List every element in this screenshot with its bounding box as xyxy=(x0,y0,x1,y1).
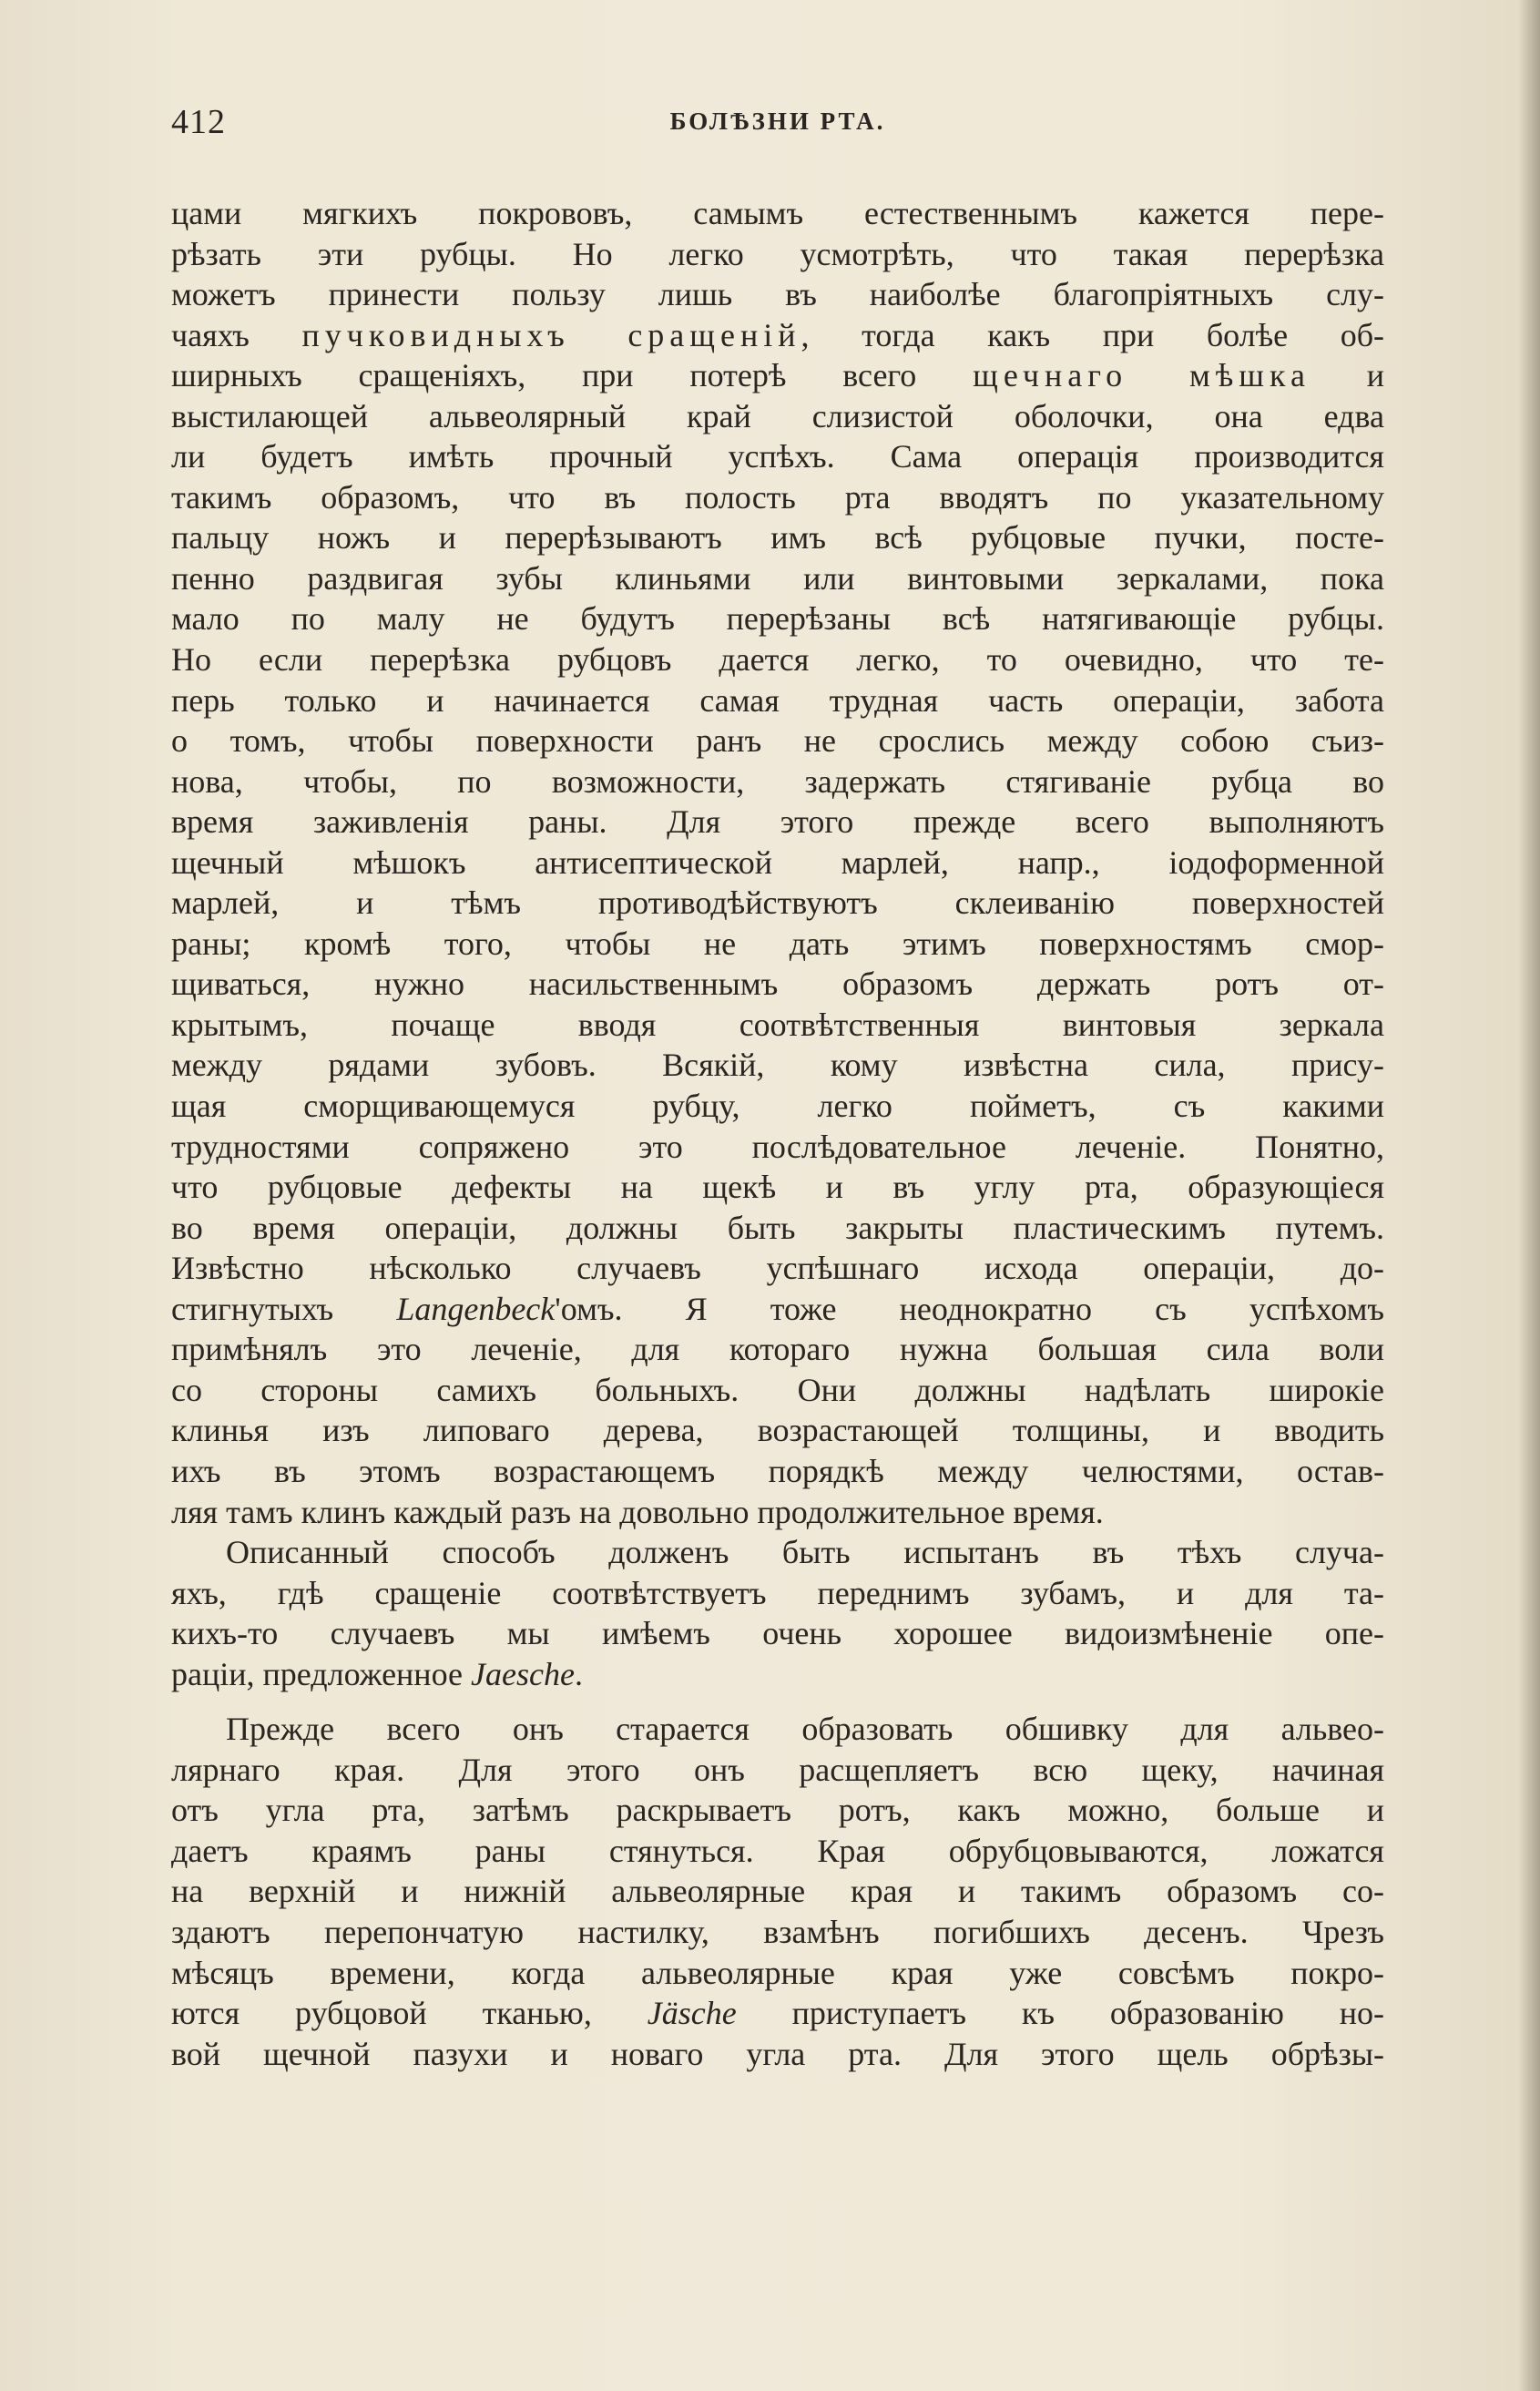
text-line: чаяхъ пучковидныхъ сращеній, тогда какъ при болѣе об- xyxy=(171,316,1385,353)
paragraph xyxy=(171,193,1384,1532)
text-line: пенно раздвигая зубы клиньями или винтовыми зеркалами, пока xyxy=(171,559,1384,597)
emphasized-term: пучковидныхъ сращеній xyxy=(301,316,801,353)
author-name: Jäsche xyxy=(647,1995,737,2032)
text-line: на верхній и нижній альвеолярные края и такимъ образомъ со- xyxy=(171,1873,1384,1910)
text-line: ихъ въ этомъ возрастающемъ порядкѣ между челюстями, остав- xyxy=(171,1452,1384,1489)
text-line: ли будетъ имѣть прочный успѣхъ. Сама операція производится xyxy=(171,438,1384,475)
page-header xyxy=(171,102,1384,141)
text-line: что рубцовые дефекты на щекѣ и въ углу рта, образующіеся xyxy=(171,1169,1384,1206)
text-line: ются рубцовой тканью, Jäsche приступаетъ къ образованію но- xyxy=(171,1995,1385,2032)
text-line: Но если перерѣзка рубцовъ дается легко, то очевидно, что те- xyxy=(171,641,1384,679)
text-line: о томъ, чтобы поверхности ранъ не срослись между собою съиз- xyxy=(171,722,1384,760)
text-line: щечный мѣшокъ антисептической марлей, напр., іодоформенной xyxy=(171,843,1384,881)
text-line: мѣсяцъ времени, когда альвеолярные края уже совсѣмъ покро- xyxy=(171,1954,1384,1991)
text-line: крытымъ, почаще вводя соотвѣтственныя винтовыя зеркала xyxy=(171,1006,1384,1043)
text-line: лярнаго края. Для этого онъ расщепляетъ всю щеку, начиная xyxy=(171,1751,1384,1788)
text-line: отъ угла рта, затѣмъ раскрываетъ ротъ, какъ можно, больше и xyxy=(171,1792,1384,1829)
text-line: мало по малу не будутъ перерѣзаны всѣ натягивающіе рубцы. xyxy=(171,600,1384,638)
text-line: яхъ, гдѣ сращеніе соотвѣтствуетъ переднимъ зубамъ, и для та- xyxy=(171,1574,1384,1611)
paragraph-gap xyxy=(171,1694,1384,1709)
page-number: 412 xyxy=(171,103,226,141)
text-line: кихъ-то случаевъ мы имѣемъ очень хорошее видоизмѣненіе опе- xyxy=(171,1615,1384,1652)
author-name: Langenbeck xyxy=(396,1290,556,1327)
paragraph xyxy=(171,1709,1384,2074)
body-text xyxy=(171,193,1384,2074)
text-line: примѣнялъ это леченіе, для котораго нужна большая сила воли xyxy=(171,1331,1384,1368)
text-line: вой щечной пазухи и новаго угла рта. Для этого щель обрѣзы- xyxy=(171,2035,1384,2072)
text-line: щиваться, нужно насильственнымъ образомъ держать ротъ от- xyxy=(171,966,1384,1003)
text-line: Извѣстно нѣсколько случаевъ успѣшнаго исхода операціи, до- xyxy=(171,1250,1384,1287)
text-line: цами мягкихъ покрововъ, самымъ естественнымъ кажется пере- xyxy=(171,195,1384,231)
text-line: раціи, предложенное Jaesche. xyxy=(171,1655,583,1692)
text-line: трудностями сопряжено это послѣдовательное леченіе. Понятно, xyxy=(171,1128,1384,1165)
text-line: щая сморщивающемуся рубцу, легко пойметъ, съ какими xyxy=(171,1088,1384,1125)
text-line: рѣзать эти рубцы. Но легко усмотрѣть, что такая перерѣзка xyxy=(171,235,1384,272)
text-line: во время операціи, должны быть закрыты пластическимъ путемъ. xyxy=(171,1209,1384,1246)
emphasized-term: щечнаго мѣшка xyxy=(973,357,1311,394)
text-line: ширныхъ сращеніяхъ, при потерѣ всего щечнаго мѣшка и xyxy=(171,357,1384,394)
page-edge-shadow xyxy=(1518,0,1540,2391)
text-line: перь только и начинается самая трудная часть операціи, забота xyxy=(171,681,1384,719)
text-line: раны; кромѣ того, чтобы не дать этимъ поверхностямъ смор- xyxy=(171,925,1384,962)
text-line: стигнутыхъ Langenbeck'омъ. Я тоже неоднократно съ успѣхомъ xyxy=(171,1290,1385,1327)
text-line: пальцу ножъ и перерѣзываютъ имъ всѣ рубцовые пучки, посте- xyxy=(171,519,1384,557)
text-line: даетъ краямъ раны стянуться. Края обрубцовываются, ложатся xyxy=(171,1832,1384,1869)
text-line: со стороны самихъ больныхъ. Они должны надѣлать широкіе xyxy=(171,1371,1384,1408)
text-line: можетъ принести пользу лишь въ наиболѣе благопріятныхъ слу- xyxy=(171,276,1384,313)
text-line: между рядами зубовъ. Всякій, кому извѣстна сила, прису- xyxy=(171,1047,1384,1084)
author-name: Jaesche xyxy=(471,1655,575,1692)
text-line: ляя тамъ клинъ каждый разъ на довольно продолжительное время. xyxy=(171,1493,1104,1530)
text-line: выстилающей альвеолярный край слизистой оболочки, она едва xyxy=(171,397,1384,434)
text-line: Прежде всего онъ старается образовать обшивку для альвео- xyxy=(226,1711,1384,1748)
text-line: клинья изъ липоваго дерева, возрастающей толщины, и вводить xyxy=(171,1412,1384,1449)
text-line: Описанный способъ долженъ быть испытанъ въ тѣхъ случа- xyxy=(226,1534,1384,1571)
text-line: марлей, и тѣмъ противодѣйствуютъ склеиванію поверхностей xyxy=(171,884,1384,922)
text-line: здаютъ перепончатую настилку, взамѣнъ погибшихъ десенъ. Чрезъ xyxy=(171,1913,1384,1950)
paragraph xyxy=(171,1532,1384,1694)
running-title: БОЛѢЗНИ РТА. xyxy=(669,107,886,135)
text-line: время заживленія раны. Для этого прежде всего выполняютъ xyxy=(171,803,1384,841)
text-line: такимъ образомъ, что въ полость рта вводятъ по указательному xyxy=(171,478,1384,516)
text-line: нова, чтобы, по возможности, задержать стягиваніе рубца во xyxy=(171,762,1384,800)
